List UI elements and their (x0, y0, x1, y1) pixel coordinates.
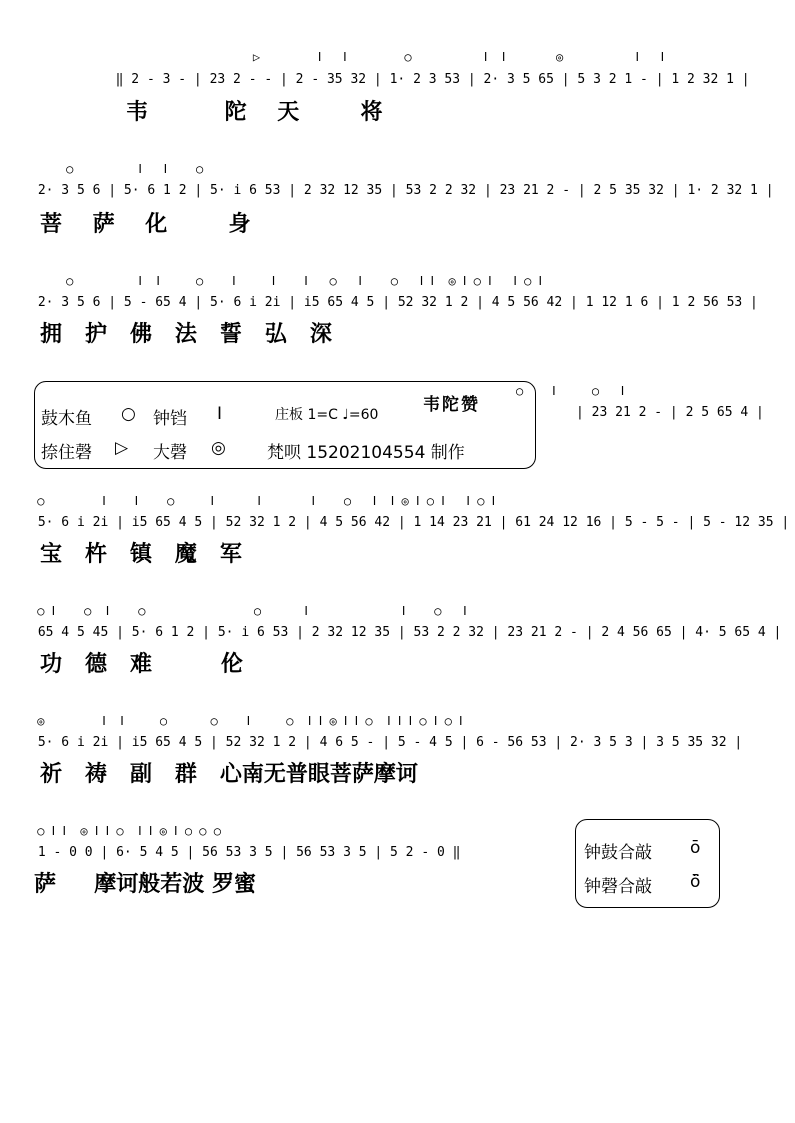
notation-row-6: 65 4 5 45 | 5· 6 1 2 | 5· i 6 53 | 2 32 12 35 | 53 2 2 32 | 23 21 2 - | 2 4 56 65 | 4· 5 65 4 | (30, 625, 782, 640)
producer-credit: 梵呗 15202104554 制作 (267, 443, 465, 463)
percussion-marks-row-3: ○ Ⅰ Ⅰ ○ Ⅰ Ⅰ Ⅰ ○ Ⅰ ○ Ⅰ Ⅰ ◎ Ⅰ ○ Ⅰ Ⅰ ○ Ⅰ (30, 274, 543, 288)
tempo-label: 庄板 1=C ♩=60 (275, 407, 379, 423)
lyrics-row-8: 萨 摩诃般若波 罗蜜 (34, 872, 256, 897)
zhongbo-bar-icon: Ⅰ (217, 404, 223, 424)
yinqing-triangle-icon: ▷ (115, 438, 129, 458)
zhongbo-label: 钟铛 (153, 409, 187, 429)
zhonggu-label: 钟鼓合敲 (584, 843, 652, 863)
zhongqing-label: 钟磬合敲 (584, 877, 652, 897)
percussion-marks-row-4: ○ Ⅰ ○ Ⅰ (386, 384, 625, 398)
percussion-marks-row-7: ◎ Ⅰ Ⅰ ○ ○ Ⅰ ○ Ⅰ Ⅰ ◎ Ⅰ Ⅰ ○ Ⅰ Ⅰ Ⅰ ○ Ⅰ ○ Ⅰ (30, 714, 463, 728)
notation-row-4: | 23 21 2 - | 2 5 65 4 | (576, 405, 764, 420)
percussion-marks-row-5: ○ Ⅰ Ⅰ ○ Ⅰ Ⅰ Ⅰ ○ Ⅰ Ⅰ ◎ Ⅰ ○ Ⅰ Ⅰ ○ Ⅰ (30, 494, 496, 508)
yinqing-label: 捺住磬 (41, 443, 92, 463)
notation-row-3: 2· 3 5 6 | 5 - 65 4 | 5· 6 i 2i | i5 65 4 5 | 52 32 1 2 | 4 5 56 42 | 1 12 1 6 | 1 2 56 53 | (30, 295, 758, 310)
legend-panel-2 (575, 819, 720, 908)
lyrics-row-3: 拥 护 佛 法 誓 弘 深 (40, 322, 332, 347)
lyrics-row-7: 祈 祷 副 群 心南无普眼菩萨摩诃 (40, 762, 418, 787)
daqing-double-circle-icon: ◎ (211, 438, 226, 458)
daqing-label: 大磬 (153, 443, 187, 463)
percussion-marks-row-8: ○ Ⅰ Ⅰ ◎ Ⅰ Ⅰ ○ Ⅰ Ⅰ ◎ Ⅰ ○ ○ ○ (30, 824, 221, 838)
notation-row-7: 5· 6 i 2i | i5 65 4 5 | 52 32 1 2 | 4 6 5 - | 5 - 4 5 | 6 - 56 53 | 2· 3 5 3 | 3 5 35 32 | (30, 735, 743, 750)
notation-row-5: 5· 6 i 2i | i5 65 4 5 | 52 32 1 2 | 4 5 56 42 | 1 14 23 21 | 61 24 12 16 | 5 - 5 - | 5 - 12 35 | (30, 515, 790, 530)
zhonggu-icon: ō (690, 838, 701, 858)
lyrics-row-5: 宝 杵 镇 魔 军 (40, 542, 242, 567)
muyu-circle-icon: ○ (121, 404, 136, 424)
percussion-marks-row-6: ○ Ⅰ ○ Ⅰ ○ ○ Ⅰ Ⅰ ○ Ⅰ (30, 604, 467, 618)
notation-row-8: 1 - 0 0 | 6· 5 4 5 | 56 53 3 5 | 56 53 3 5 | 5 2 - 0 ‖ (30, 845, 461, 860)
page-title: 韦陀赞 (423, 395, 480, 415)
notation-row-1: ‖ 2 - 3 - | 23 2 - - | 2 - 35 32 | 1· 2 3 53 | 2· 3 5 65 | 5 3 2 1 - | 1 2 32 1 | (100, 72, 750, 87)
lyrics-row-2: 菩 萨 化 身 (40, 212, 251, 237)
percussion-marks-row-1: ▷ Ⅰ Ⅰ ○ Ⅰ Ⅰ ◎ Ⅰ Ⅰ (0, 50, 665, 64)
muyu-label: 鼓木鱼 (41, 409, 92, 429)
lyrics-row-1: 韦 陀 天 将 (126, 100, 383, 125)
lyrics-row-6: 功 德 难 伦 (40, 652, 243, 677)
notation-row-2: 2· 3 5 6 | 5· 6 1 2 | 5· i 6 53 | 2 32 12 35 | 53 2 2 32 | 23 21 2 - | 2 5 35 32 | 1· 2 32 1 | (30, 183, 774, 198)
zhongqing-icon: ō̈ (690, 872, 701, 892)
percussion-marks-row-2: ○ Ⅰ Ⅰ ○ (30, 162, 493, 176)
